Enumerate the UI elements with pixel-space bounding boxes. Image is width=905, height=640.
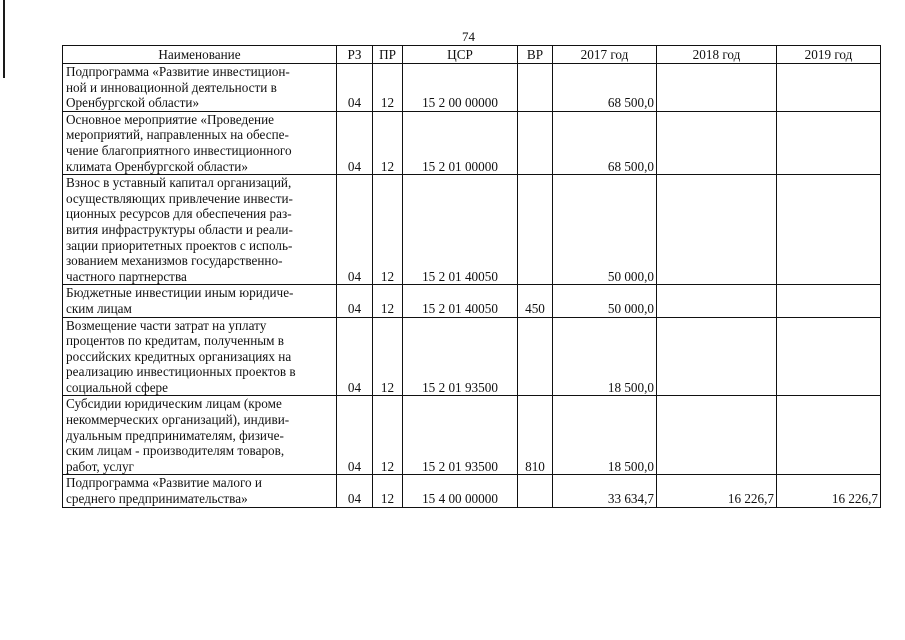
cell-vr: 810 — [518, 396, 553, 475]
cell-2019 — [777, 111, 881, 174]
cell-csr: 15 2 00 00000 — [403, 64, 518, 112]
cell-2018 — [657, 285, 777, 317]
cell-pr: 12 — [373, 317, 403, 396]
cell-csr: 15 2 01 00000 — [403, 111, 518, 174]
name-line: чение благоприятного инвестиционного — [66, 142, 292, 158]
cell-pr: 12 — [373, 475, 403, 507]
table-row — [63, 175, 881, 285]
col-header-csr: ЦСР — [403, 46, 518, 64]
name-line: Взнос в уставный капитал организаций, — [66, 175, 292, 191]
cell-rz: 04 — [337, 175, 373, 285]
cell-2019 — [777, 285, 881, 317]
cell-pr: 12 — [373, 285, 403, 317]
cell-2019 — [777, 317, 881, 396]
cell-rz: 04 — [337, 64, 373, 112]
table-row — [63, 285, 881, 317]
name-line: частного партнерства — [66, 268, 187, 284]
col-header-rz: РЗ — [337, 46, 373, 64]
cell-2019 — [777, 64, 881, 112]
table-row — [63, 317, 881, 396]
name-line: ной и инновационной деятельности в — [66, 79, 277, 95]
cell-pr: 12 — [373, 175, 403, 285]
col-header-name: Наименование — [63, 46, 337, 64]
cell-csr: 15 2 01 93500 — [403, 396, 518, 475]
name-line: ционных ресурсов для обеспечения раз- — [66, 206, 292, 222]
cell-vr: 450 — [518, 285, 553, 317]
cell-2018: 16 226,7 — [657, 475, 777, 507]
cell-2017: 18 500,0 — [553, 317, 657, 396]
name-line: работ, услуг — [66, 458, 134, 474]
cell-2019: 16 226,7 — [777, 475, 881, 507]
name-line: Субсидии юридическим лицам (кроме — [66, 396, 282, 412]
cell-2017: 33 634,7 — [553, 475, 657, 507]
table-row — [63, 64, 881, 112]
cell-pr: 12 — [373, 396, 403, 475]
cell-2017: 50 000,0 — [553, 175, 657, 285]
cell-2018 — [657, 175, 777, 285]
name-line: процентов по кредитам, полученным в — [66, 333, 285, 349]
cell-pr: 12 — [373, 64, 403, 112]
cell-vr — [518, 175, 553, 285]
cell-vr — [518, 475, 553, 507]
name-line: среднего предпринимательства» — [66, 491, 248, 507]
name-line: вития инфраструктуры области и реали- — [66, 221, 293, 237]
name-line: социальной сфере — [66, 379, 168, 395]
cell-2017: 18 500,0 — [553, 396, 657, 475]
name-line: ским лицам - производителям товаров, — [66, 443, 285, 459]
name-line: некоммерческих организаций), индиви- — [66, 412, 290, 428]
cell-csr: 15 4 00 00000 — [403, 475, 518, 507]
name-line: ским лицам — [66, 300, 132, 316]
col-header-2017: 2017 год — [553, 46, 657, 64]
name-line: дуальным предпринимателям, физиче- — [66, 427, 284, 443]
cell-2018 — [657, 317, 777, 396]
name-line: зованием механизмов государственно- — [66, 253, 283, 269]
cell-2018 — [657, 396, 777, 475]
cell-2017: 68 500,0 — [553, 111, 657, 174]
cell-name — [63, 317, 337, 396]
cell-vr — [518, 64, 553, 112]
table-row — [63, 475, 881, 507]
col-header-vr: ВР — [518, 46, 553, 64]
cell-name — [63, 285, 337, 317]
name-line: Возмещение части затрат на уплату — [66, 317, 267, 333]
cell-2017: 50 000,0 — [553, 285, 657, 317]
cell-2017: 68 500,0 — [553, 64, 657, 112]
table-row — [63, 396, 881, 475]
cell-csr: 15 2 01 40050 — [403, 285, 518, 317]
cell-name — [63, 111, 337, 174]
table-row — [63, 111, 881, 174]
cell-rz: 04 — [337, 396, 373, 475]
col-header-pr: ПР — [373, 46, 403, 64]
cell-vr — [518, 317, 553, 396]
col-header-2018: 2018 год — [657, 46, 777, 64]
cell-2018 — [657, 111, 777, 174]
name-line: зации приоритетных проектов с исполь- — [66, 237, 293, 253]
cell-2019 — [777, 175, 881, 285]
cell-name — [63, 396, 337, 475]
cell-vr — [518, 111, 553, 174]
table-header-row — [63, 46, 881, 64]
cell-rz: 04 — [337, 317, 373, 396]
name-line: Основное мероприятие «Проведение — [66, 111, 275, 127]
cell-name — [63, 175, 337, 285]
page-number: 74 — [462, 29, 475, 44]
name-line: Оренбургской области» — [66, 95, 200, 111]
cell-name — [63, 475, 337, 507]
table-body — [63, 64, 881, 508]
cell-2019 — [777, 396, 881, 475]
name-line: мероприятий, направленных на обеспе- — [66, 127, 289, 143]
name-line: российских кредитных организациях на — [66, 348, 292, 364]
col-header-2019: 2019 год — [777, 46, 881, 64]
cell-rz: 04 — [337, 475, 373, 507]
budget-table — [62, 45, 881, 508]
cell-csr: 15 2 01 40050 — [403, 175, 518, 285]
name-line: климата Оренбургской области» — [66, 158, 248, 174]
cell-csr: 15 2 01 93500 — [403, 317, 518, 396]
cell-2018 — [657, 64, 777, 112]
cell-rz: 04 — [337, 111, 373, 174]
cell-name — [63, 64, 337, 112]
name-line: Подпрограмма «Развитие инвестицион- — [66, 64, 290, 79]
cell-rz: 04 — [337, 285, 373, 317]
name-line: осуществляющих привлечение инвести- — [66, 190, 293, 206]
name-line: Бюджетные инвестиции иным юридиче- — [66, 285, 294, 301]
name-line: реализацию инвестиционных проектов в — [66, 364, 296, 380]
name-line: Подпрограмма «Развитие малого и — [66, 475, 262, 491]
cell-pr: 12 — [373, 111, 403, 174]
